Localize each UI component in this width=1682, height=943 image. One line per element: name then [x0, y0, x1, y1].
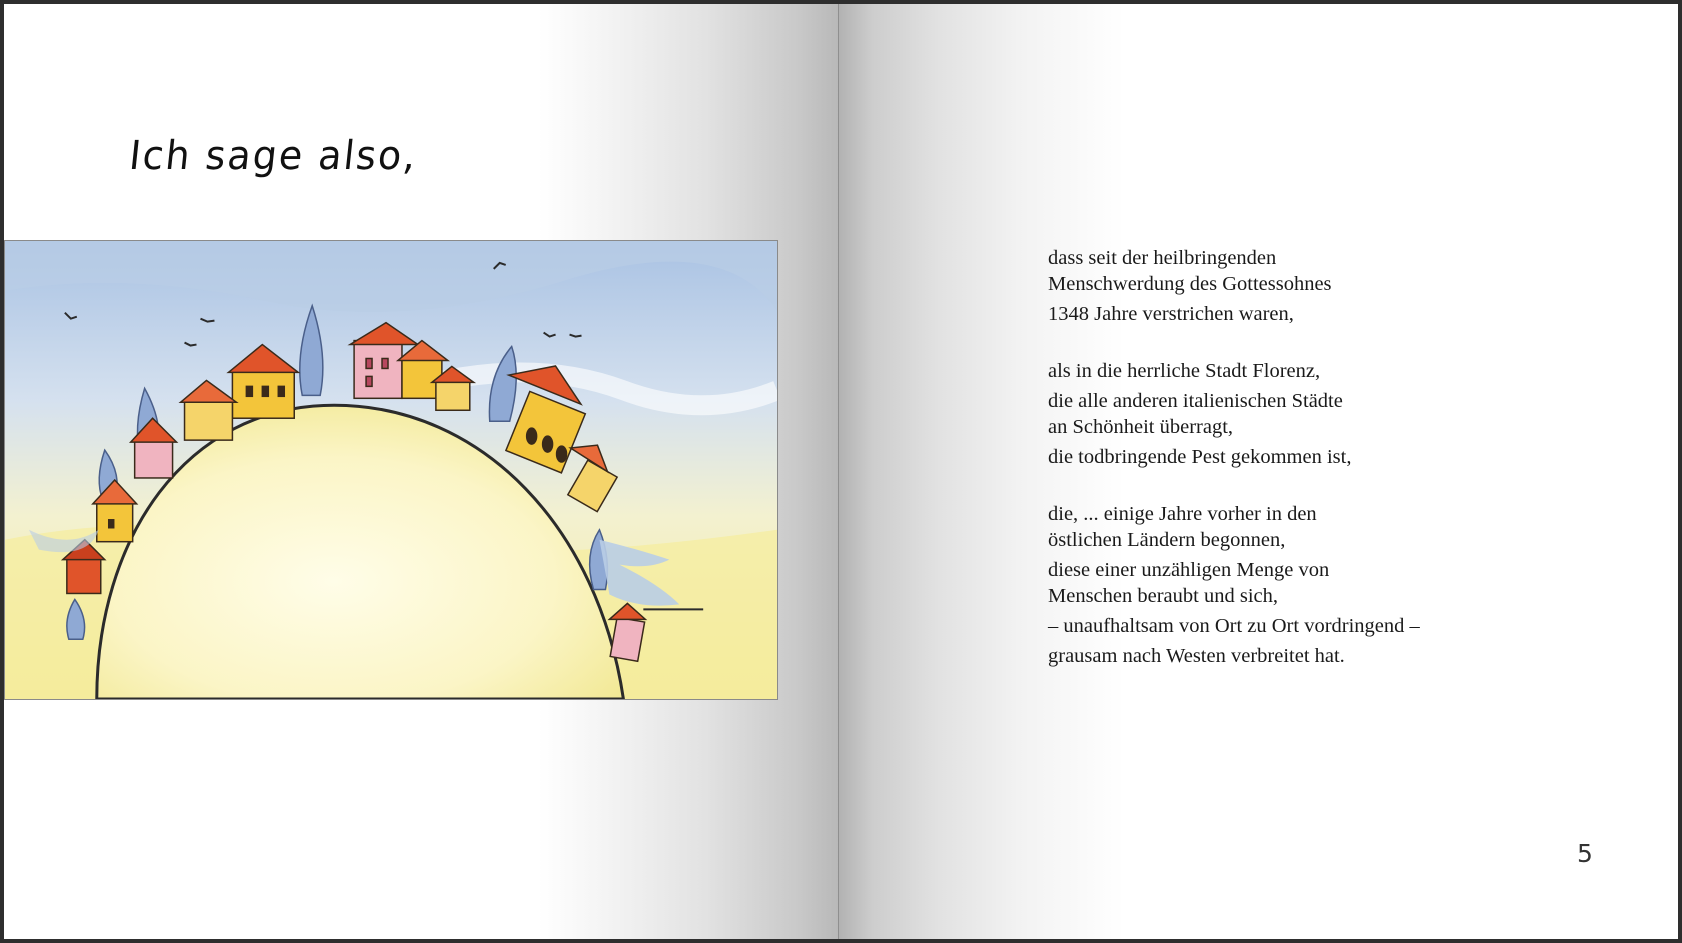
page-number: 5: [1577, 839, 1593, 868]
verse-line: Menschwerdung des Gottessohnes: [1048, 273, 1332, 295]
book-gutter: [838, 4, 839, 939]
left-page: [4, 4, 839, 939]
verse-line: diese einer unzähligen Menge von: [1048, 559, 1330, 581]
verse-line: die, ... einige Jahre vorher in den: [1048, 503, 1317, 525]
poem-text: [1048, 247, 1420, 668]
verse-line: als in die herrliche Stadt Florenz,: [1048, 360, 1321, 382]
verse-line: an Schönheit überragt,: [1048, 416, 1234, 438]
verse-line: die todbringende Pest gekommen ist,: [1048, 446, 1352, 468]
verse-line: grausam nach Westen verbreitet hat.: [1048, 645, 1345, 667]
book-spread: [4, 4, 1678, 939]
verse-line: 1348 Jahre verstrichen waren,: [1048, 303, 1294, 325]
page-heading: Ich sage also,: [127, 132, 420, 179]
verse-line: dass seit der heilbringenden: [1048, 247, 1277, 269]
verse-line: östlichen Ländern begonnen,: [1048, 529, 1286, 551]
verse-line: die alle anderen italienischen Städte: [1048, 390, 1343, 412]
town-on-hill-image: [5, 241, 777, 699]
verse-line: – unaufhaltsam von Ort zu Ort vordringend –: [1048, 615, 1420, 637]
watercolor-illustration: [4, 240, 778, 700]
verse-line: Menschen beraubt und sich,: [1048, 585, 1278, 607]
